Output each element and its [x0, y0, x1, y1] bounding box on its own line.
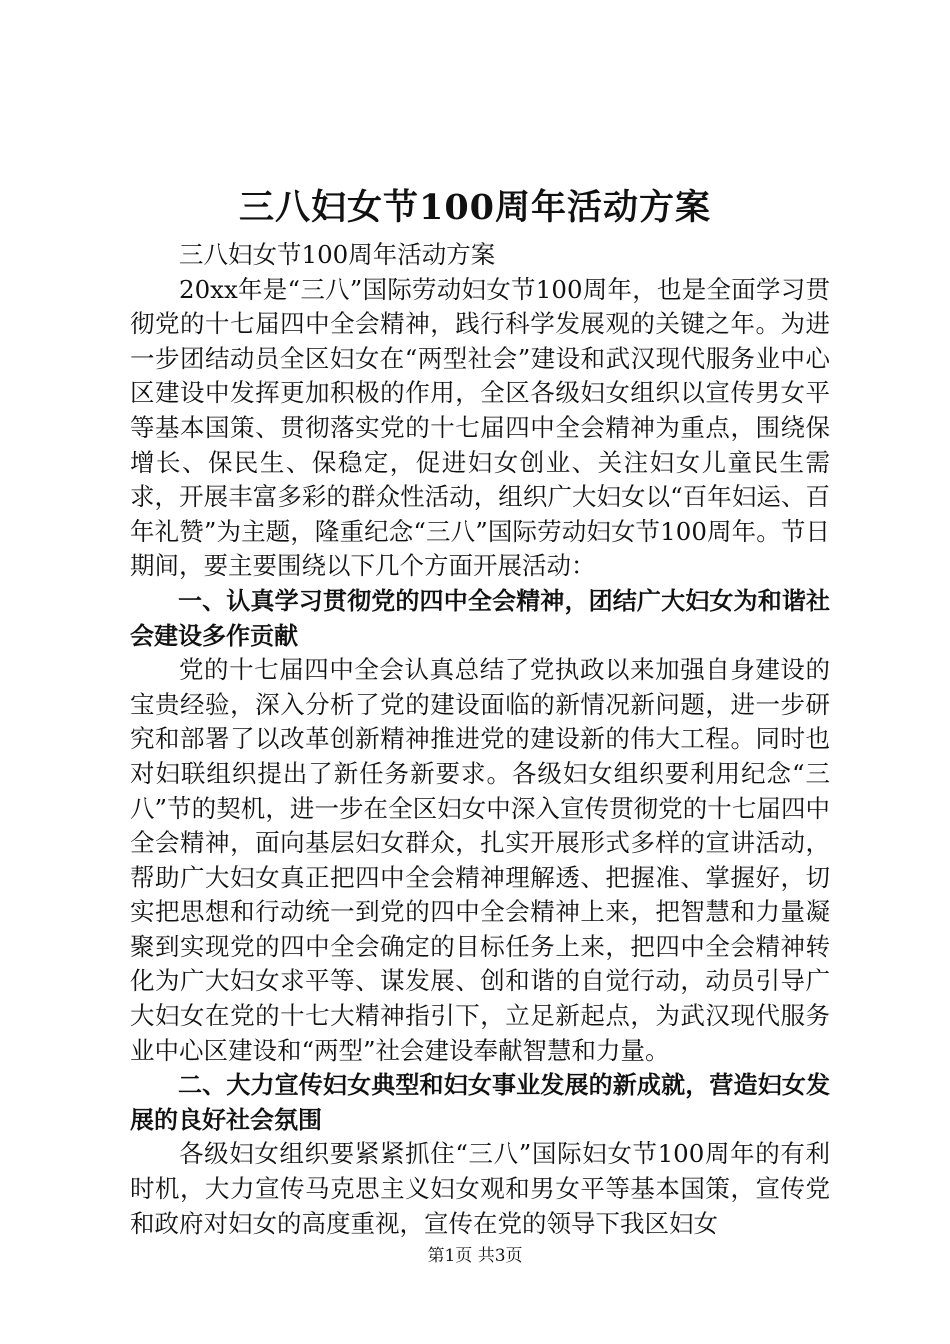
page-footer: 第1页 共3页: [427, 1246, 523, 1266]
section-2-paragraph: 各级妇女组织要紧紧抓住“三八”国际妇女节100周年的有利时机，大力宣传马克思主义妇女观和男女平等基本国策，宣传党和政府对妇女的高度重视，宣传在党的领导下我区妇女: [130, 1139, 830, 1238]
document-title: 三八妇女节100周年活动方案: [238, 187, 712, 228]
section-1-paragraph: 党的十七届四中全会认真总结了党执政以来加强自身建设的宝贵经验，深入分析了党的建设面临的新情况新问题，进一步研究和部署了以改革创新精神推进党的建设新的伟大工程。同时也对妇联组织提出了新任务新要求。各级妇女组织要利用纪念“三八”节的契机，进一步在全区妇女中深入宣传贯彻党的十七届四中全会精神，面向基层妇女群众，扎实开展形式多样的宣讲活动，帮助广大妇女真正把四中全会精神理解透、把握准、掌握好，切实把思想和行动统一到党的四中全会精神上来，把智慧和力量凝聚到实现党的四中全会确定的目标任务上来，把四中全会精神转化为广大妇女求平等、谋发展、创和谐的自觉行动，动员引导广大妇女在党的十七大精神指引下，立足新起点，为武汉现代服务业中心区建设和“两型”社会建设奉献智慧和力量。: [130, 655, 830, 1065]
subtitle-paragraph: 三八妇女节100周年活动方案: [179, 240, 496, 269]
document-body: [130, 238, 830, 1241]
intro-paragraph: 20xx年是“三八”国际劳动妇女节100周年，也是全面学习贯彻党的十七届四中全会精神，践行科学发展观的关键之年。为进一步团结动员全区妇女在“两型社会”建设和武汉现代服务业中心区建设中发挥更加积极的作用，全区各级妇女组织以宣传男女平等基本国策、贯彻落实党的十七届四中全会精神为重点，围绕保增长、保民生、保稳定，促进妇女创业、关注妇女儿童民生需求，开展丰富多彩的群众性活动，组织广大妇女以“百年妇运、百年礼赞”为主题，隆重纪念“三八”国际劳动妇女节100周年。节日期间，要主要围绕以下几个方面开展活动：: [130, 274, 830, 581]
section-heading-2: 二、大力宣传妇女典型和妇女事业发展的新成就，营造妇女发展的良好社会氛围: [130, 1071, 830, 1134]
section-heading-1: 一、认真学习贯彻党的四中全会精神，团结广大妇女为和谐社会建设多作贡献: [130, 586, 830, 650]
